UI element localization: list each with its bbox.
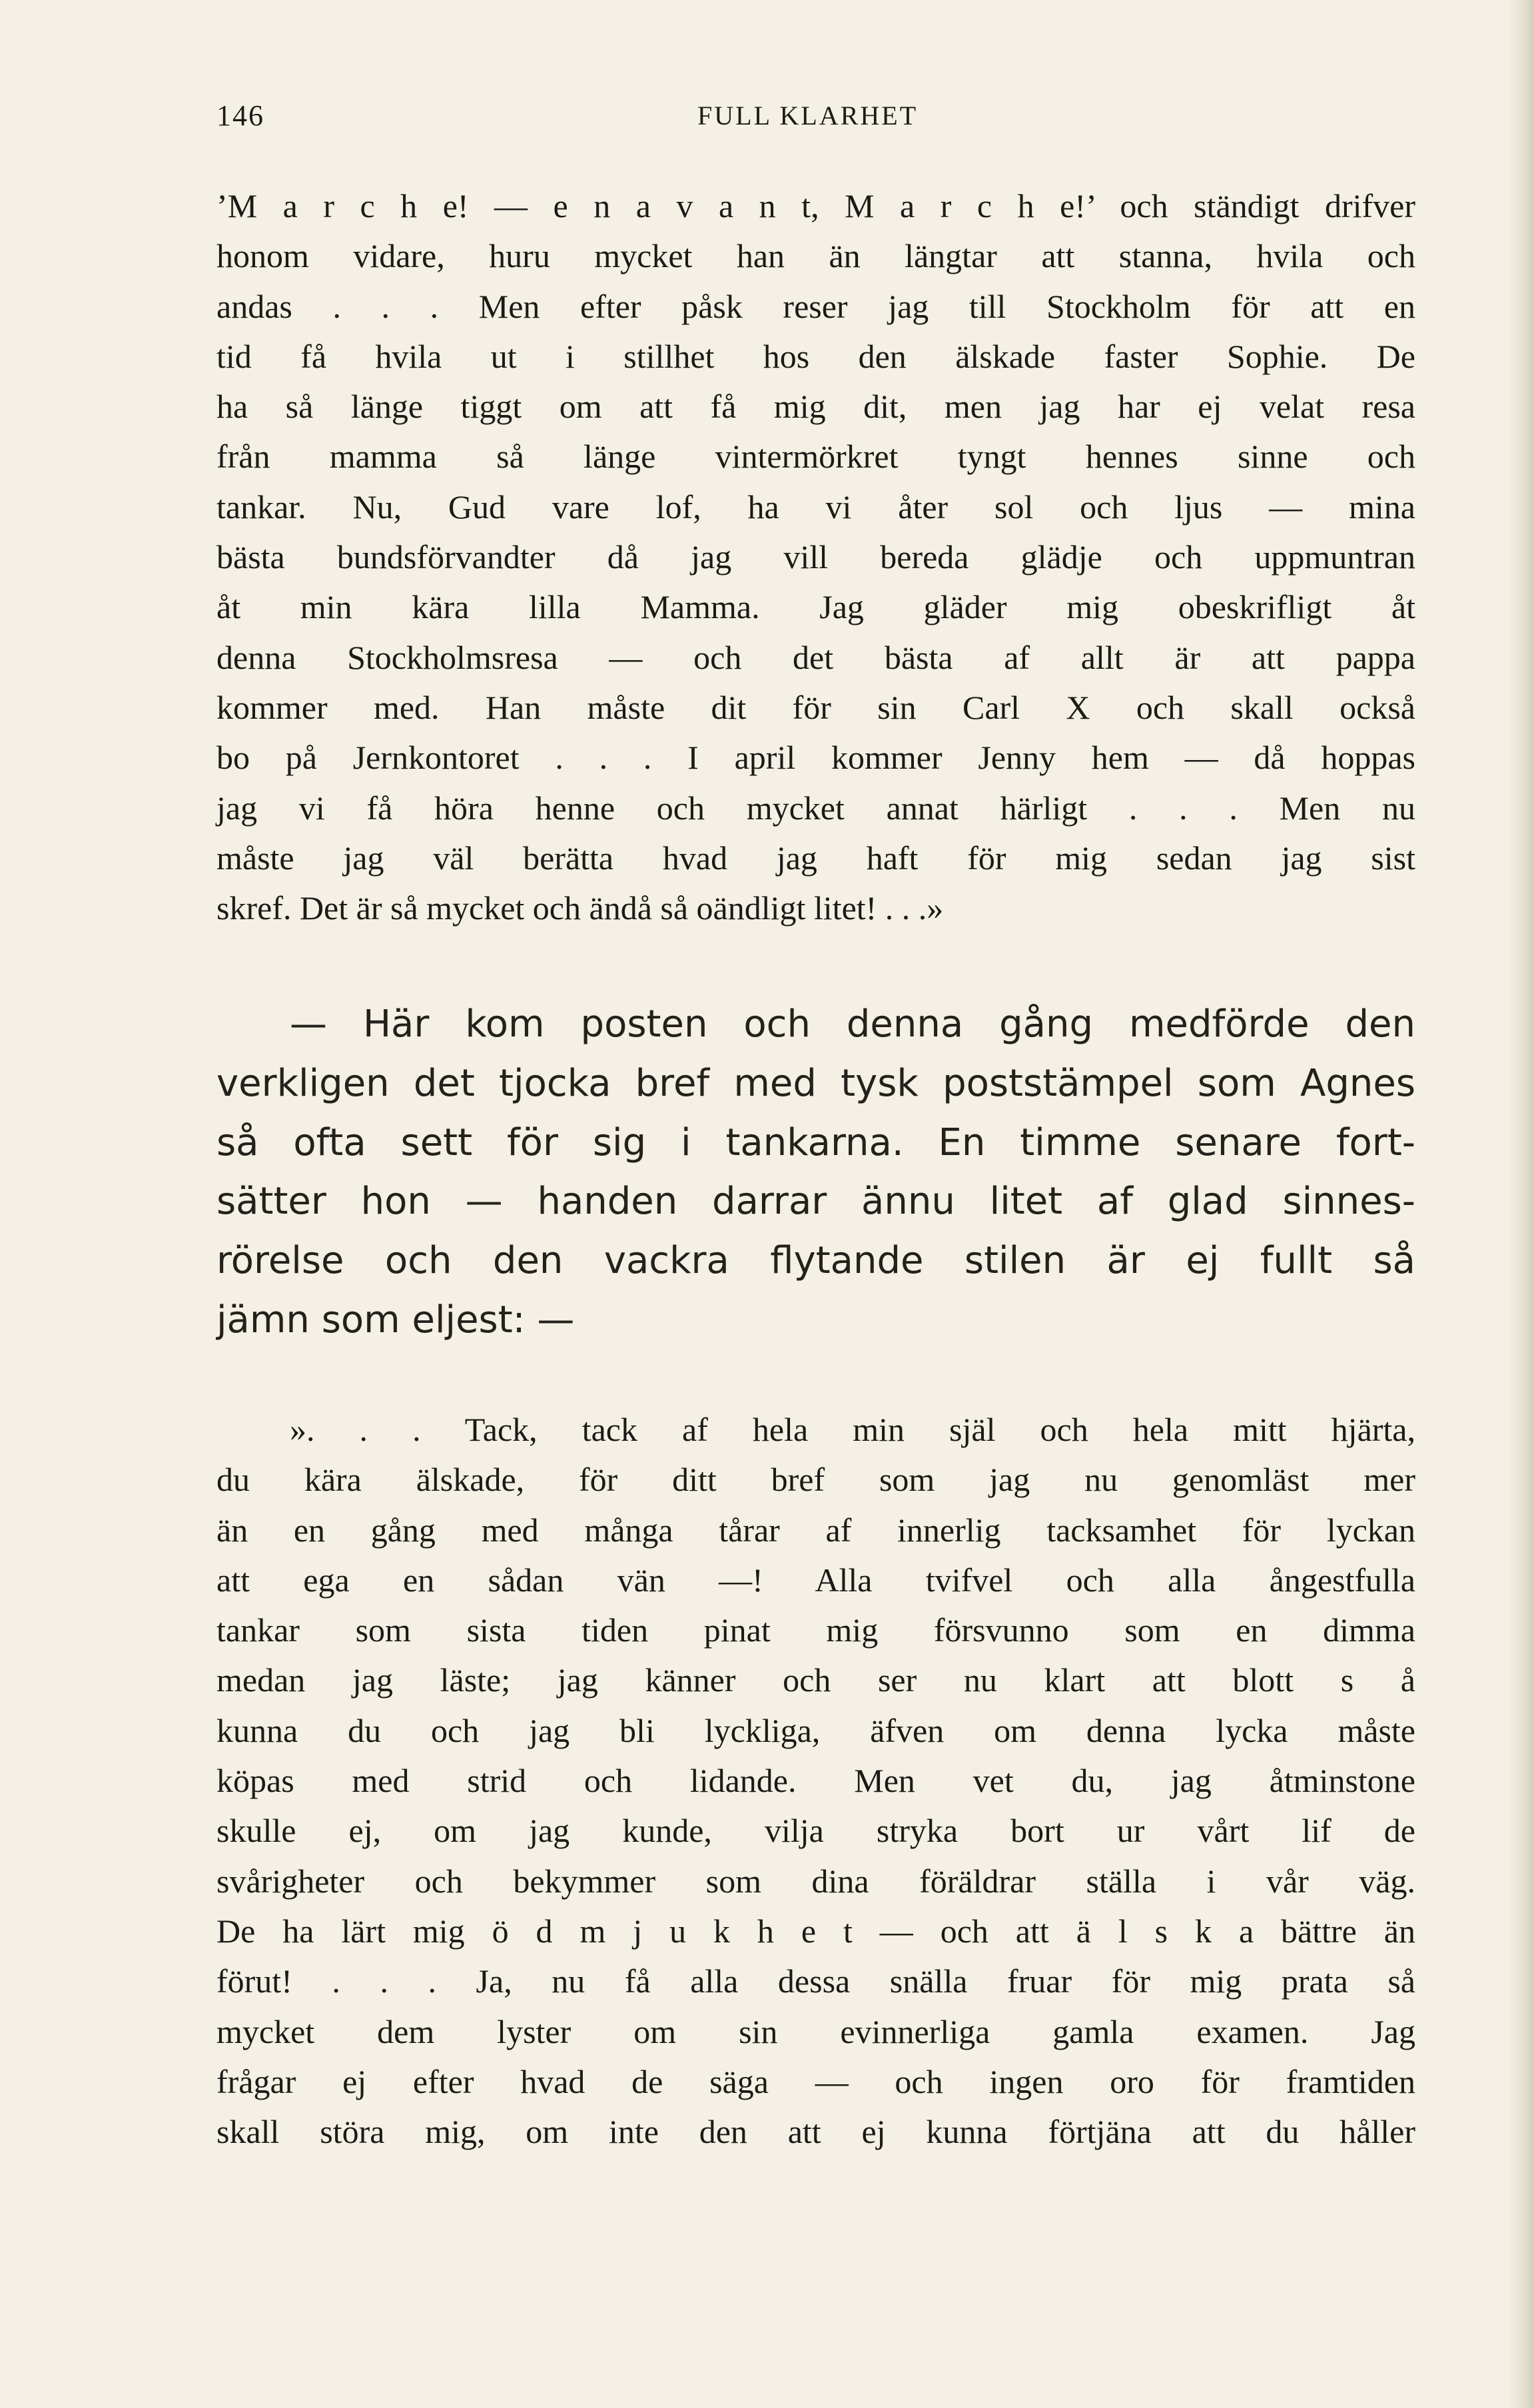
page-header <box>216 99 1415 139</box>
text-line: jämn som eljest: — <box>216 1298 575 1342</box>
text-line: tid få hvila ut i stillhet hos den älskade faster Sophie. De <box>216 337 1415 375</box>
text-line: åt min kära lilla Mamma. Jag gläder mig obeskrifligt åt <box>216 588 1415 626</box>
text-line: svårigheter och bekymmer som dina föräldrar ställa i vår väg. <box>216 1862 1415 1900</box>
running-head: FULL KLARHET <box>697 101 919 131</box>
text-line: du kära älskade, för ditt bref som jag nu genomläst mer <box>216 1461 1415 1499</box>
text-line: köpas med strid och lidande. Men vet du, jag åtminstone <box>216 1762 1415 1800</box>
narrative-paragraph <box>216 995 1415 1350</box>
text-line: frågar ej efter hvad de säga — och ingen oro för framtiden <box>216 2062 1415 2100</box>
page-edge-shadow <box>1507 0 1534 2408</box>
text-line: att ega en sådan vän —! Alla tvifvel och alla ångestfulla <box>216 1561 1415 1599</box>
text-line: ’M a r c h e! — e n a v a n t, M a r c h e!’ och ständigt drifver <box>216 187 1415 224</box>
text-line: bo på Jernkontoret . . . I april kommer Jenny hem — då hoppas <box>216 739 1415 777</box>
text-line: förut! . . . Ja, nu få alla dessa snälla fruar för mig prata så <box>216 1962 1415 2000</box>
page-number: 146 <box>216 99 264 132</box>
text-line: jag vi få höra henne och mycket annat härligt . . . Men nu <box>216 789 1415 827</box>
text-line: så ofta sett för sig i tankarna. En timme senare fort- <box>216 1120 1415 1164</box>
text-line: sätter hon — handen darrar ännu litet af glad sinnes- <box>216 1180 1415 1224</box>
text-line: De ha lärt mig ö d m j u k h e t — och att ä l s k a bättre än <box>216 1912 1415 1950</box>
text-line: verkligen det tjocka bref med tysk poststämpel som Agnes <box>216 1061 1415 1105</box>
text-line: bästa bundsförvandter då jag vill bereda glädje och uppmuntran <box>216 538 1415 576</box>
text-line: honom vidare, huru mycket han än längtar att stanna, hvila och <box>216 237 1415 275</box>
text-line: än en gång med många tårar af innerlig tacksamhet för lyckan <box>216 1511 1415 1549</box>
text-line: medan jag läste; jag känner och ser nu klart att blott s å <box>216 1661 1415 1699</box>
text-line: måste jag väl berätta hvad jag haft för mig sedan jag sist <box>216 839 1415 877</box>
text-line: ». . . Tack, tack af hela min själ och hela mitt hjärta, <box>290 1411 1415 1448</box>
text-line: tankar som sista tiden pinat mig försvunno som en dimma <box>216 1611 1415 1649</box>
text-line: andas . . . Men efter påsk reser jag till Stockholm för att en <box>216 287 1415 325</box>
text-line: ha så länge tiggt om att få mig dit, men jag har ej velat resa <box>216 388 1415 426</box>
text-line: kommer med. Han måste dit för sin Carl X och skall också <box>216 688 1415 726</box>
text-line: rörelse och den vackra flytande stilen är ej fullt så <box>216 1239 1415 1283</box>
text-line: från mamma så länge vintermörkret tyngt hennes sinne och <box>216 438 1415 476</box>
text-line: skall störa mig, om inte den att ej kunna förtjäna att du håller <box>216 2113 1415 2151</box>
text-line: tankar. Nu, Gud vare lof, ha vi åter sol och ljus — mina <box>216 488 1415 526</box>
text-line: denna Stockholmsresa — och det bästa af allt är att pappa <box>216 638 1415 676</box>
text-line: skref. Det är så mycket och ändå så oändligt litet! . . .» <box>216 889 944 927</box>
text-line: — Här kom posten och denna gång medförde den <box>290 1003 1415 1046</box>
text-line: mycket dem lyster om sin evinnerliga gamla examen. Jag <box>216 2012 1415 2050</box>
letter-paragraph-2 <box>216 1405 1415 2157</box>
letter-paragraph-1 <box>216 181 1415 933</box>
text-line: kunna du och jag bli lyckliga, äfven om denna lycka måste <box>216 1711 1415 1749</box>
text-line: skulle ej, om jag kunde, vilja stryka bort ur vårt lif de <box>216 1812 1415 1850</box>
